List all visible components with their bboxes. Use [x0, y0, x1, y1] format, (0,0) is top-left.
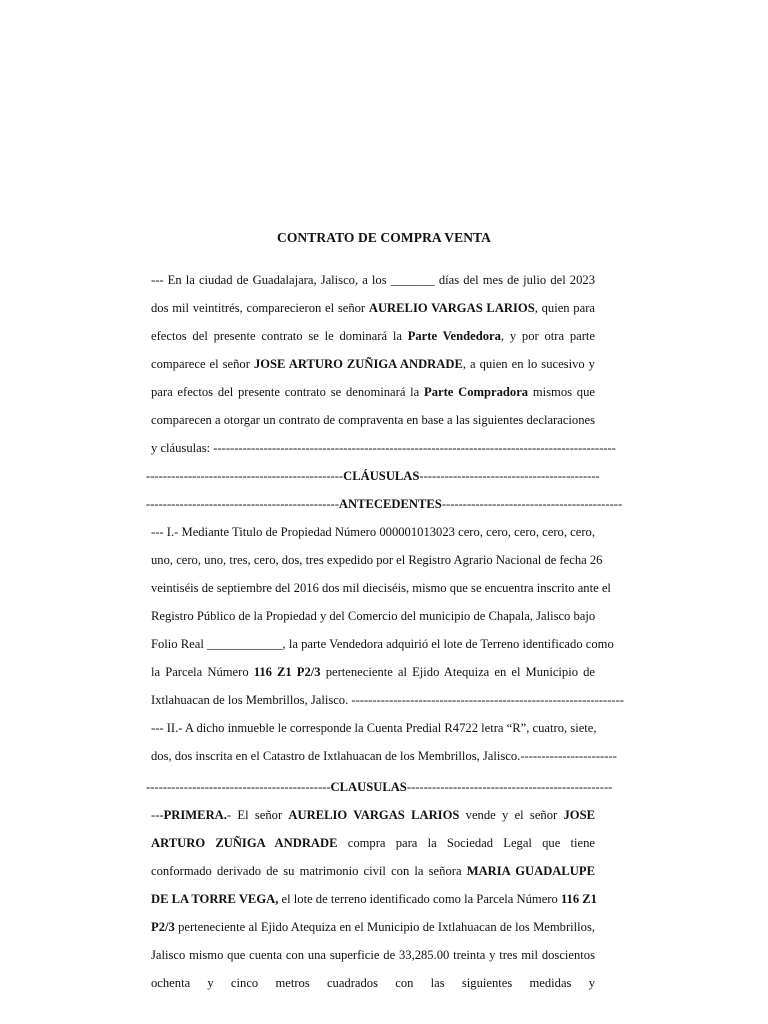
text-run: dos mil veintitrés, comparecieron el señor — [151, 301, 369, 315]
bold-text: 116 Z1 — [560, 892, 597, 906]
paragraph-line — [151, 411, 595, 429]
text-run: conformado derivado de su matrimonio civil con la señora — [151, 864, 467, 878]
bold-text: JOSE ARTURO ZUÑIGA ANDRADE — [253, 357, 463, 371]
text-run: efectos del presente contrato se le dominará la — [151, 329, 408, 343]
text-run: comparece el señor — [151, 357, 254, 371]
text-run: ------------------------------------------- — [441, 497, 623, 511]
bold-text: MARIA GUADALUPE — [466, 864, 595, 878]
paragraph-line — [151, 383, 595, 401]
text-run: la Parcela Número — [151, 665, 254, 679]
text-run: --- II.- A dicho inmueble le corresponde la Cuenta Predial R4722 letra “R”, cuatro, siete, — [151, 721, 597, 735]
text-run: uno, cero, uno, tres, cero, dos, tres expedido por el Registro Agrario Nacional de fecha 26 — [151, 553, 603, 567]
text-run: compra para la Sociedad Legal que tiene — [337, 836, 595, 850]
bold-text: P2/3 — [151, 920, 175, 934]
paragraph-line — [151, 862, 595, 880]
paragraph-line — [151, 691, 625, 709]
text-run: mismos que — [528, 385, 595, 399]
paragraph-line — [151, 355, 595, 373]
paragraph-line — [151, 579, 611, 597]
text-run: ------------------------------------------- — [419, 469, 600, 483]
bold-text: DE LA TORRE VEGA, — [151, 892, 279, 906]
text-run: Registro Público de la Propiedad y del Comercio del municipio de Chapala, Jalisco bajo — [151, 609, 596, 623]
text-run: --- — [151, 808, 164, 822]
text-run: --- I.- Mediante Titulo de Propiedad Número 000001013023 cero, cero, cero, cero, cero, — [151, 525, 595, 539]
section-heading — [146, 778, 613, 796]
bold-text: CLÁUSULAS — [343, 469, 420, 483]
paragraph-line — [151, 834, 595, 852]
text-run: veintiséis de septiembre del 2016 dos mil dieciséis, mismo que se encuentra inscrito ante el — [151, 581, 611, 595]
text-run: , a quien en lo sucesivo y — [462, 357, 595, 371]
paragraph-line — [151, 918, 595, 936]
paragraph-line — [151, 890, 595, 908]
paragraph-line — [151, 523, 595, 541]
bold-text: 116 Z1 P2/3 — [253, 665, 321, 679]
text-run: para efectos del presente contrato se denominará la — [151, 385, 425, 399]
paragraph-line — [151, 271, 595, 289]
text-run: ------------------------------------------------- — [406, 780, 613, 794]
paragraph-line — [151, 551, 603, 569]
bold-text: JOSE — [563, 808, 595, 822]
section-heading — [146, 467, 598, 485]
paragraph-line — [151, 299, 595, 317]
text-run: comparecen a otorgar un contrato de compraventa en base a las siguientes declaraciones — [151, 413, 595, 427]
paragraph-line — [151, 946, 595, 964]
text-run: ---------------------------------------------- — [146, 497, 339, 511]
bold-text: ARTURO ZUÑIGA ANDRADE — [151, 836, 338, 850]
text-run: dos, dos inscrita en el Catastro de Ixtlahuacan de los Membrillos, Jalisco.----------------------- — [151, 749, 617, 763]
bold-text: AURELIO VARGAS LARIOS — [368, 301, 535, 315]
bold-text: CLAUSULAS — [330, 780, 407, 794]
text-run: - El señor — [226, 808, 289, 822]
paragraph-line — [151, 974, 595, 992]
text-run: , quien para — [534, 301, 595, 315]
text-run: ochenta y cinco metros cuadrados con las siguientes medidas y — [151, 976, 595, 990]
text-run: perteneciente al Ejido Atequiza en el Municipio de — [320, 665, 595, 679]
text-run: Folio Real ____________, la parte Vendedora adquirió el lote de Terreno identificado como — [151, 637, 614, 651]
bold-text: Parte Compradora — [424, 385, 529, 399]
text-run: , y por otra parte — [500, 329, 595, 343]
text-run: --- En la ciudad de Guadalajara, Jalisco, a los _______ días del mes de julio del 2023 — [151, 273, 595, 287]
text-run: el lote de terreno identificado como la Parcela Número — [278, 892, 561, 906]
paragraph-line — [151, 719, 595, 737]
text-run: perteneciente al Ejido Atequiza en el Municipio de Ixtlahuacan de los Membrillos, — [174, 920, 595, 934]
text-run: vende y el señor — [459, 808, 564, 822]
text-run: Jalisco mismo que cuenta con una superficie de 33,285.00 treinta y tres mil doscientos — [151, 948, 595, 962]
paragraph-line — [151, 439, 616, 457]
document-title: CONTRATO DE COMPRA VENTA — [276, 230, 492, 245]
paragraph-line — [151, 663, 595, 681]
text-run: ----------------------------------------------- — [146, 469, 344, 483]
paragraph-line — [151, 806, 595, 824]
text-run: Ixtlahuacan de los Membrillos, Jalisco. ----------------------------------------------------------------- — [151, 693, 625, 707]
text-run: y cláusulas: ------------------------------------------------------------------------------------------------ — [151, 441, 616, 455]
text-run: -------------------------------------------- — [146, 780, 331, 794]
bold-text: ANTECEDENTES — [338, 497, 442, 511]
section-heading — [146, 495, 623, 513]
bold-text: PRIMERA. — [163, 808, 227, 822]
bold-text: Parte Vendedora — [407, 329, 501, 343]
bold-text: AURELIO VARGAS LARIOS — [288, 808, 460, 822]
paragraph-line — [151, 635, 614, 653]
paragraph-line — [151, 747, 617, 765]
paragraph-line — [151, 327, 595, 345]
paragraph-line — [151, 607, 595, 625]
